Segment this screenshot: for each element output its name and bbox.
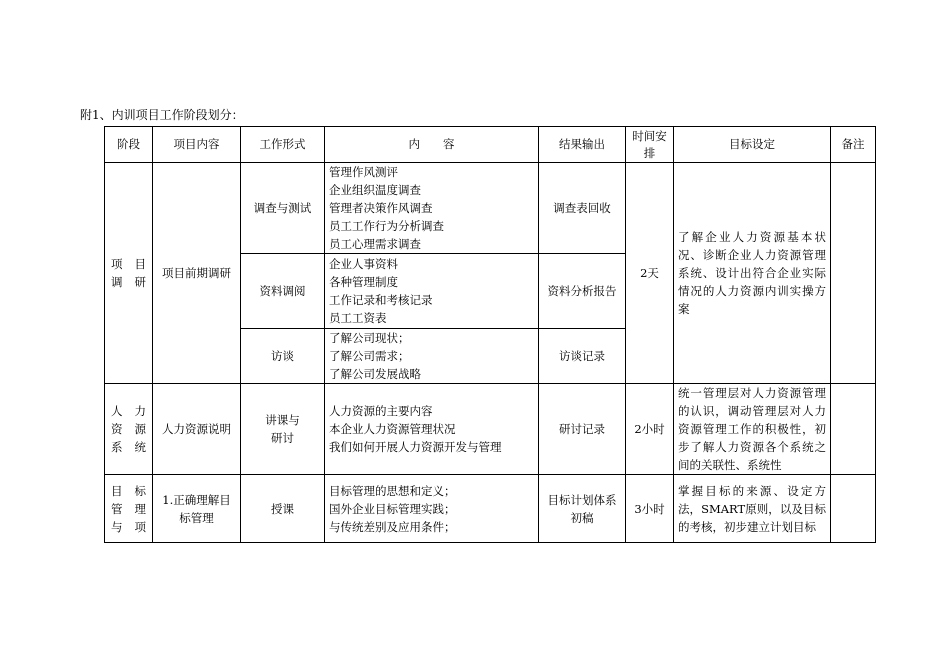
goal-cell: 掌握目标的来源、设定方法，SMART原则，以及目标的考核，初步建立计划目标 bbox=[674, 475, 831, 543]
header-output: 结果输出 bbox=[539, 127, 626, 163]
header-form: 工作形式 bbox=[241, 127, 325, 163]
stage-cell: 项 目 调研 bbox=[105, 163, 153, 384]
note-cell bbox=[831, 475, 876, 543]
form-cell: 调查与测试 bbox=[241, 163, 325, 254]
goal-cell: 统一管理层对人力资源管理的认识，调动管理层对人力资源管理工作的积极性，初步了解人力资源各个系统之间的关联性、系统性 bbox=[674, 384, 831, 475]
time-cell: 2小时 bbox=[626, 384, 674, 475]
output-cell: 访谈记录 bbox=[539, 329, 626, 384]
content-cell: 1.正确理解目 标管理 bbox=[153, 475, 241, 543]
stage-cell: 目 标 管 理 与 项 bbox=[105, 475, 153, 543]
form-cell: 资料调阅 bbox=[241, 254, 325, 329]
detail-cell: 企业人事资料 各种管理制度 工作记录和考核记录 员工工资表 bbox=[325, 254, 539, 329]
table-row bbox=[105, 384, 876, 475]
time-cell: 3小时 bbox=[626, 475, 674, 543]
table-caption: 附1、内训项目工作阶段划分： bbox=[80, 108, 244, 122]
detail-cell: 目标管理的思想和定义； 国外企业目标管理实践； 与传统差别及应用条件； bbox=[325, 475, 539, 543]
note-cell bbox=[831, 384, 876, 475]
time-cell: 2天 bbox=[626, 163, 674, 384]
header-detail: 内 容 bbox=[325, 127, 539, 163]
detail-cell: 管理作风测评 企业组织温度调查 管理者决策作风调查 员工工作行为分析调查 员工心理需求调查 bbox=[325, 163, 539, 254]
note-cell bbox=[831, 163, 876, 384]
form-cell: 访谈 bbox=[241, 329, 325, 384]
content-cell: 项目前期调研 bbox=[153, 163, 241, 384]
detail-cell: 了解公司现状； 了解公司需求； 了解公司发展战略 bbox=[325, 329, 539, 384]
output-cell: 目标计划体系 初稿 bbox=[539, 475, 626, 543]
output-cell: 调查表回收 bbox=[539, 163, 626, 254]
form-cell: 讲课与 研讨 bbox=[241, 384, 325, 475]
content-cell: 人力资源说明 bbox=[153, 384, 241, 475]
header-goal: 目标设定 bbox=[674, 127, 831, 163]
table-row bbox=[105, 475, 876, 543]
detail-cell: 人力资源的主要内容 本企业人力资源管理状况 我们如何开展人力资源开发与管理 bbox=[325, 384, 539, 475]
work-stage-table bbox=[104, 126, 876, 543]
output-cell: 资料分析报告 bbox=[539, 254, 626, 329]
header-note: 备注 bbox=[831, 127, 876, 163]
table-header-row bbox=[105, 127, 876, 163]
header-stage: 阶段 bbox=[105, 127, 153, 163]
header-content: 项目内容 bbox=[153, 127, 241, 163]
header-time: 时间安 排 bbox=[626, 127, 674, 163]
goal-cell: 了解企业人力资源基本状况、诊断企业人力资源管理系统、设计出符合企业实际情况的人力资源内训实操方案 bbox=[674, 163, 831, 384]
form-cell: 授课 bbox=[241, 475, 325, 543]
stage-cell: 人 力 资 源 系统 bbox=[105, 384, 153, 475]
output-cell: 研讨记录 bbox=[539, 384, 626, 475]
table-row bbox=[105, 163, 876, 254]
